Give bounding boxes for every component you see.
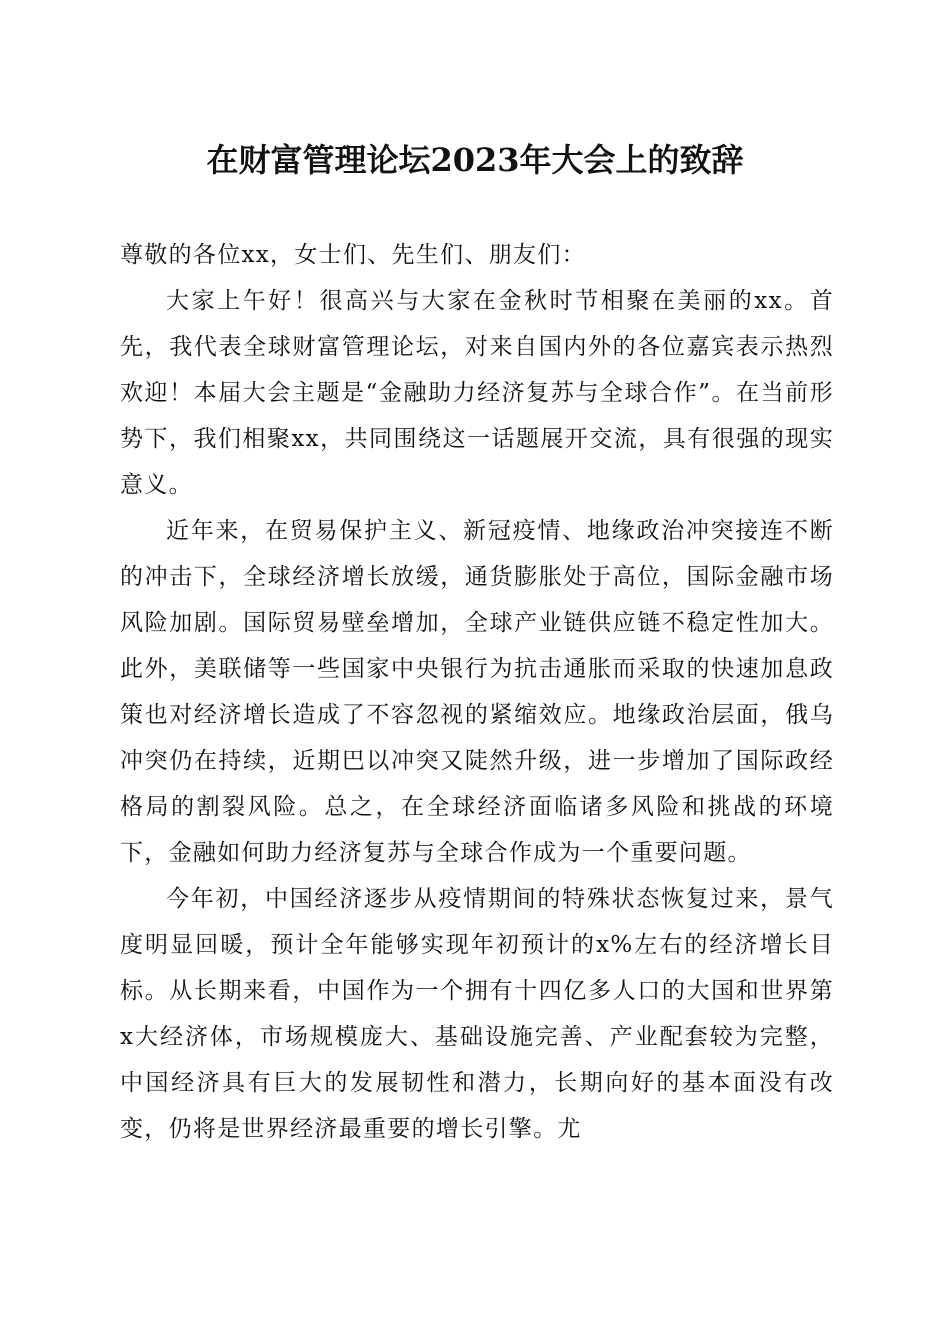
document-body <box>120 232 834 1152</box>
paragraph-1: 大家上午好！很高兴与大家在金秋时节相聚在美丽的xx。首先，我代表全球财富管理论坛，对来自国内外的各位嘉宾表示热烈欢迎！本届大会主题是“金融助力经济复苏与全球合作”。在当前形势下，我们相聚xx，共同围绕这一话题展开交流，具有很强的现实意义。 <box>120 288 834 498</box>
paragraph-3: 今年初，中国经济逐步从疫情期间的特殊状态恢复过来，景气度明显回暖，预计全年能够实现年初预计的x%左右的经济增长目标。从长期来看，中国作为一个拥有十四亿多人口的大国和世界第x大经济体，市场规模庞大、基础设施完善、产业配套较为完整，中国经济具有巨大的发展韧性和潜力，长期向好的基本面没有改变，仍将是世界经济最重要的增长引擎。尤 <box>120 886 834 1142</box>
document-title: 在财富管理论坛2023年大会上的致辞 <box>206 141 744 179</box>
paragraph-2: 近年来，在贸易保护主义、新冠疫情、地缘政治冲突接连不断的冲击下，全球经济增长放缓，通货膨胀处于高位，国际金融市场风险加剧。国际贸易壁垒增加，全球产业链供应链不稳定性加大。此外，美联储等一些国家中央银行为抗击通胀而采取的快速加息政策也对经济增长造成了不容忽视的紧缩效应。地缘政治层面，俄乌冲突仍在持续，近期巴以冲突又陡然升级，进一步增加了国际政经格局的割裂风险。总之，在全球经济面临诸多风险和挑战的环境下，金融如何助力经济复苏与全球合作成为一个重要问题。 <box>120 518 834 866</box>
salutation: 尊敬的各位xx，女士们、先生们、朋友们： <box>120 242 586 268</box>
